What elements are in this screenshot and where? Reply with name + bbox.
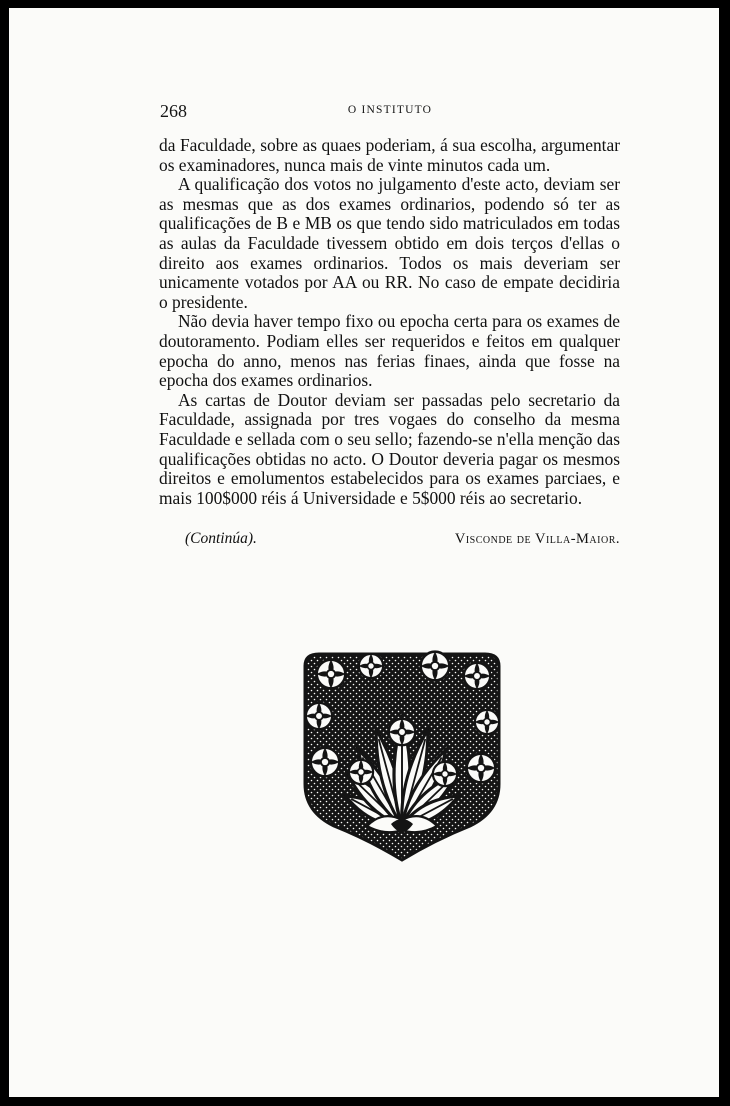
book-page bbox=[9, 8, 719, 1097]
body-text bbox=[159, 136, 620, 508]
paragraph: Não devia haver tempo fixo ou epocha certa para os exames de doutoramento. Podiam elles ser requeridos e feitos em qualquer epocha do anno, menos nas ferias finaes, ainda que fosse na epocha dos exames ordinarios. bbox=[159, 311, 620, 391]
paragraph: A qualificação dos votos no julgamento d'este acto, deviam ser as mesmas que as dos exames ordinarios, podendo só ter as qualificações de B e MB os que tendo sido matriculados em todas as aulas da Faculdade tivessem obtido em dois terços d'ellas o direito aos exames ordinarios. Todos os mais deveriam ser unicamente votados por AA ou RR. No caso de empate decidiria o presidente. bbox=[159, 174, 620, 312]
running-title: O INSTITUTO bbox=[347, 104, 433, 116]
paragraph: da Faculdade, sobre as quaes poderiam, á sua escolha, argumentar os examinadores, nunca mais de vinte minutos cada um. bbox=[159, 135, 620, 175]
signature-row bbox=[159, 528, 620, 550]
continued-note: (Continúa). bbox=[185, 530, 257, 547]
page-header bbox=[160, 101, 620, 123]
author-signature: Visconde de Villa-Maior. bbox=[454, 531, 620, 547]
paragraph: As cartas de Doutor deviam ser passadas pelo secretario da Faculdade, assignada por tres vogaes do conselho da mesma Faculdade e sellada com o seu sello; fazendo-se n'ella menção das qualificações obtidas no acto. O Doutor deveria pagar os mesmos direitos e emolumentos estabelecidos para os exames parciaes, e mais 100$000 réis á Universidade e 5$000 réis ao secretario. bbox=[159, 389, 620, 508]
floral-ornament-icon bbox=[295, 644, 509, 864]
page-number: 268 bbox=[160, 101, 187, 121]
